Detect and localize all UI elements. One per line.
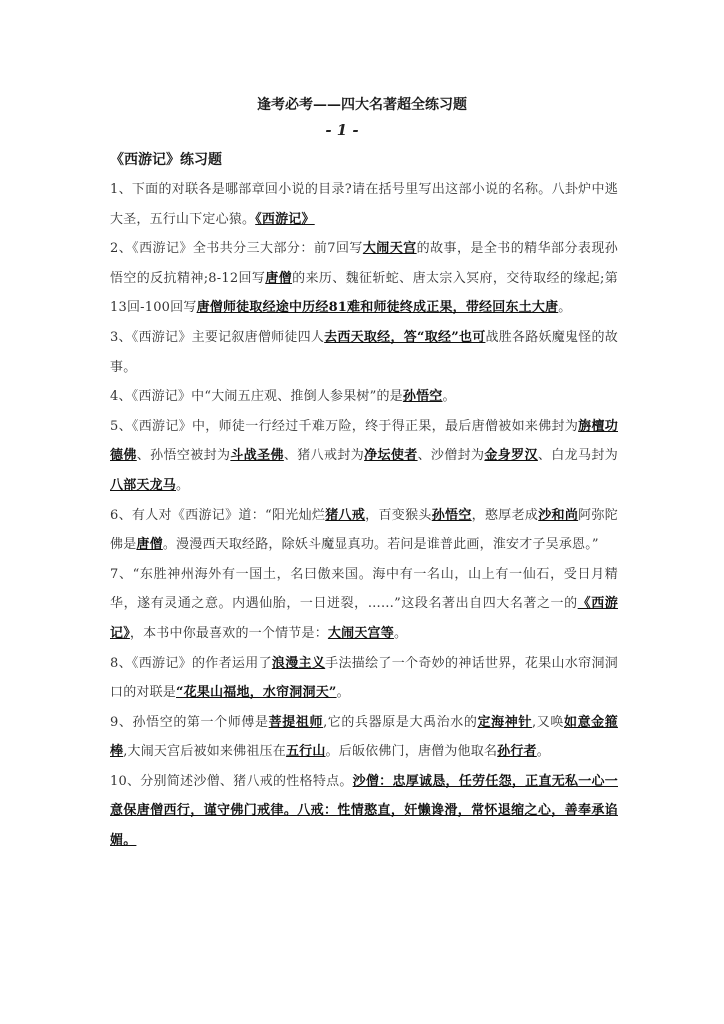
answer-text: “花果山福地，水帘洞洞天” bbox=[176, 685, 337, 701]
answer-text: 沙和尚 bbox=[538, 507, 579, 523]
question-text: 。 bbox=[336, 685, 350, 701]
question-text: 8、《西游记》的作者运用了 bbox=[110, 655, 272, 671]
question-text: 5、《西游记》中，师徒一行经过千难万险，终于得正果，最后唐僧被如来佛封为 bbox=[110, 418, 579, 434]
question-5 bbox=[110, 412, 618, 501]
answer-text: 去西天取经，答“取经”也可 bbox=[324, 329, 486, 345]
question-9 bbox=[110, 708, 618, 767]
question-text: ，本书中你最喜欢的一个情节是： bbox=[129, 625, 328, 641]
answer-text: 净坛使者 bbox=[364, 448, 418, 464]
question-text: 。后皈依佛门，唐僧为他取名 bbox=[325, 744, 498, 760]
question-text: 的故事，是全书的精华部分表现孙悟空的反抗精神;8-12回写 bbox=[110, 241, 618, 286]
answer-text: 沙僧：忠厚诚恳，任劳任怨，正直无私一心一意保唐僧西行，谨守佛门戒律。八戒：性情憨直，奸懒谗滑，常怀退缩之心，善奉承谄媚。 bbox=[110, 773, 618, 849]
question-text: 。 bbox=[176, 477, 190, 493]
question-text: 手法描绘了一个奇妙的神话世界，花果山水帘洞洞口的对联是 bbox=[110, 655, 618, 701]
answer-text: 定海神针 bbox=[477, 714, 532, 730]
answer-text: 唐僧师徒取经途中历经81难和师徒终成正果，带经回东土大唐 bbox=[196, 300, 559, 316]
question-text: 10、分别简述沙僧、猪八戒的性格特点。 bbox=[110, 773, 353, 789]
answer-text: 五行山 bbox=[285, 744, 326, 760]
question-6 bbox=[110, 501, 618, 560]
question-1 bbox=[110, 175, 618, 234]
question-text: ，百变猴头 bbox=[365, 507, 432, 523]
question-text: 。 bbox=[558, 300, 572, 316]
answer-text: 八部天龙马 bbox=[110, 477, 177, 493]
question-list bbox=[110, 175, 618, 856]
question-text: 7、“东胜神州海外有一国土，名曰傲来国。海中有一名山，山上有一仙石，受日月精华，遂有灵通之意。内遇仙胎，一日迸裂，……”这段名著出自四大名著之一的 bbox=[110, 566, 618, 612]
question-text: ,大闹天宫后被如来佛祖压在 bbox=[123, 744, 286, 760]
answer-text: 浪漫主义 bbox=[271, 655, 326, 671]
question-text: ,它的兵器原是大禹治水的 bbox=[323, 714, 478, 730]
answer-text: 猪八戒 bbox=[325, 507, 366, 523]
question-text: 4、《西游记》中“大闹五庄观、推倒人参果树”的是 bbox=[110, 389, 403, 405]
question-text: 6、有人对《西游记》道：“阳光灿烂 bbox=[110, 507, 326, 523]
question-8 bbox=[110, 649, 618, 708]
question-text: 2、《西游记》全书共分三大部分：前7回写 bbox=[110, 241, 363, 257]
answer-text: 金身罗汉 bbox=[484, 448, 538, 464]
question-text: 。 bbox=[536, 744, 550, 760]
question-text: 3、《西游记》主要记叙唐僧师徒四人 bbox=[110, 329, 325, 345]
answer-text: 唐僧 bbox=[136, 537, 163, 553]
answer-text: 旃檀功德佛 bbox=[110, 418, 618, 464]
question-text: 、沙僧封为 bbox=[417, 448, 485, 464]
answer-text: 《西游记》 bbox=[255, 211, 315, 227]
answer-text: 唐僧 bbox=[265, 270, 293, 286]
answer-text: 如意金箍棒 bbox=[110, 714, 618, 760]
answer-text: 孙悟空 bbox=[431, 507, 472, 523]
question-4 bbox=[110, 382, 618, 412]
question-text: 。 bbox=[393, 625, 408, 641]
question-text: ,又唤 bbox=[531, 714, 564, 730]
question-text: 、白龙马封为 bbox=[537, 448, 618, 464]
document-title: 逢考必考——四大名著超全练习题 bbox=[257, 97, 467, 113]
question-text: 9、孙悟空的第一个师傅是 bbox=[110, 714, 269, 730]
question-text: 1、下面的对联各是哪部章回小说的目录?请在括号里写出这部小说的名称。八卦炉中逃大圣，五行山下定心猿。 bbox=[110, 182, 618, 227]
answer-text: 斗战圣佛 bbox=[230, 448, 284, 464]
answer-text: 大闹天宫等 bbox=[327, 625, 394, 641]
question-7 bbox=[110, 560, 618, 649]
answer-text: 菩提祖师 bbox=[268, 714, 324, 730]
question-text: 、孙悟空被封为 bbox=[136, 448, 231, 464]
question-2 bbox=[110, 234, 618, 323]
question-text: 阿弥陀佛是 bbox=[110, 507, 618, 553]
answer-text: 《西游记》 bbox=[110, 596, 618, 641]
answer-text: 孙行者 bbox=[497, 744, 537, 760]
answer-text: 大闹天宫 bbox=[362, 241, 417, 257]
answer-text: 孙悟空 bbox=[402, 389, 443, 405]
question-text: 。漫漫西天取经路，除妖斗魔显真功。若问是谁普此画，淮安才子吴承恩。” bbox=[162, 537, 599, 553]
question-3 bbox=[110, 323, 618, 382]
page-number: - 1 - bbox=[325, 121, 359, 139]
question-text: 、猪八戒封为 bbox=[283, 448, 365, 464]
question-text: ，憨厚老成 bbox=[471, 507, 539, 523]
question-text: 。 bbox=[442, 389, 456, 405]
question-text: 的来历、魏征斩蛇、唐太宗入冥府，交待取经的缘起;第13回-100回写 bbox=[110, 270, 618, 316]
question-10 bbox=[110, 767, 618, 856]
section-title: 《西游记》练习题 bbox=[110, 152, 222, 168]
question-text: 战胜各路妖魔鬼怪的故事。 bbox=[110, 329, 618, 375]
